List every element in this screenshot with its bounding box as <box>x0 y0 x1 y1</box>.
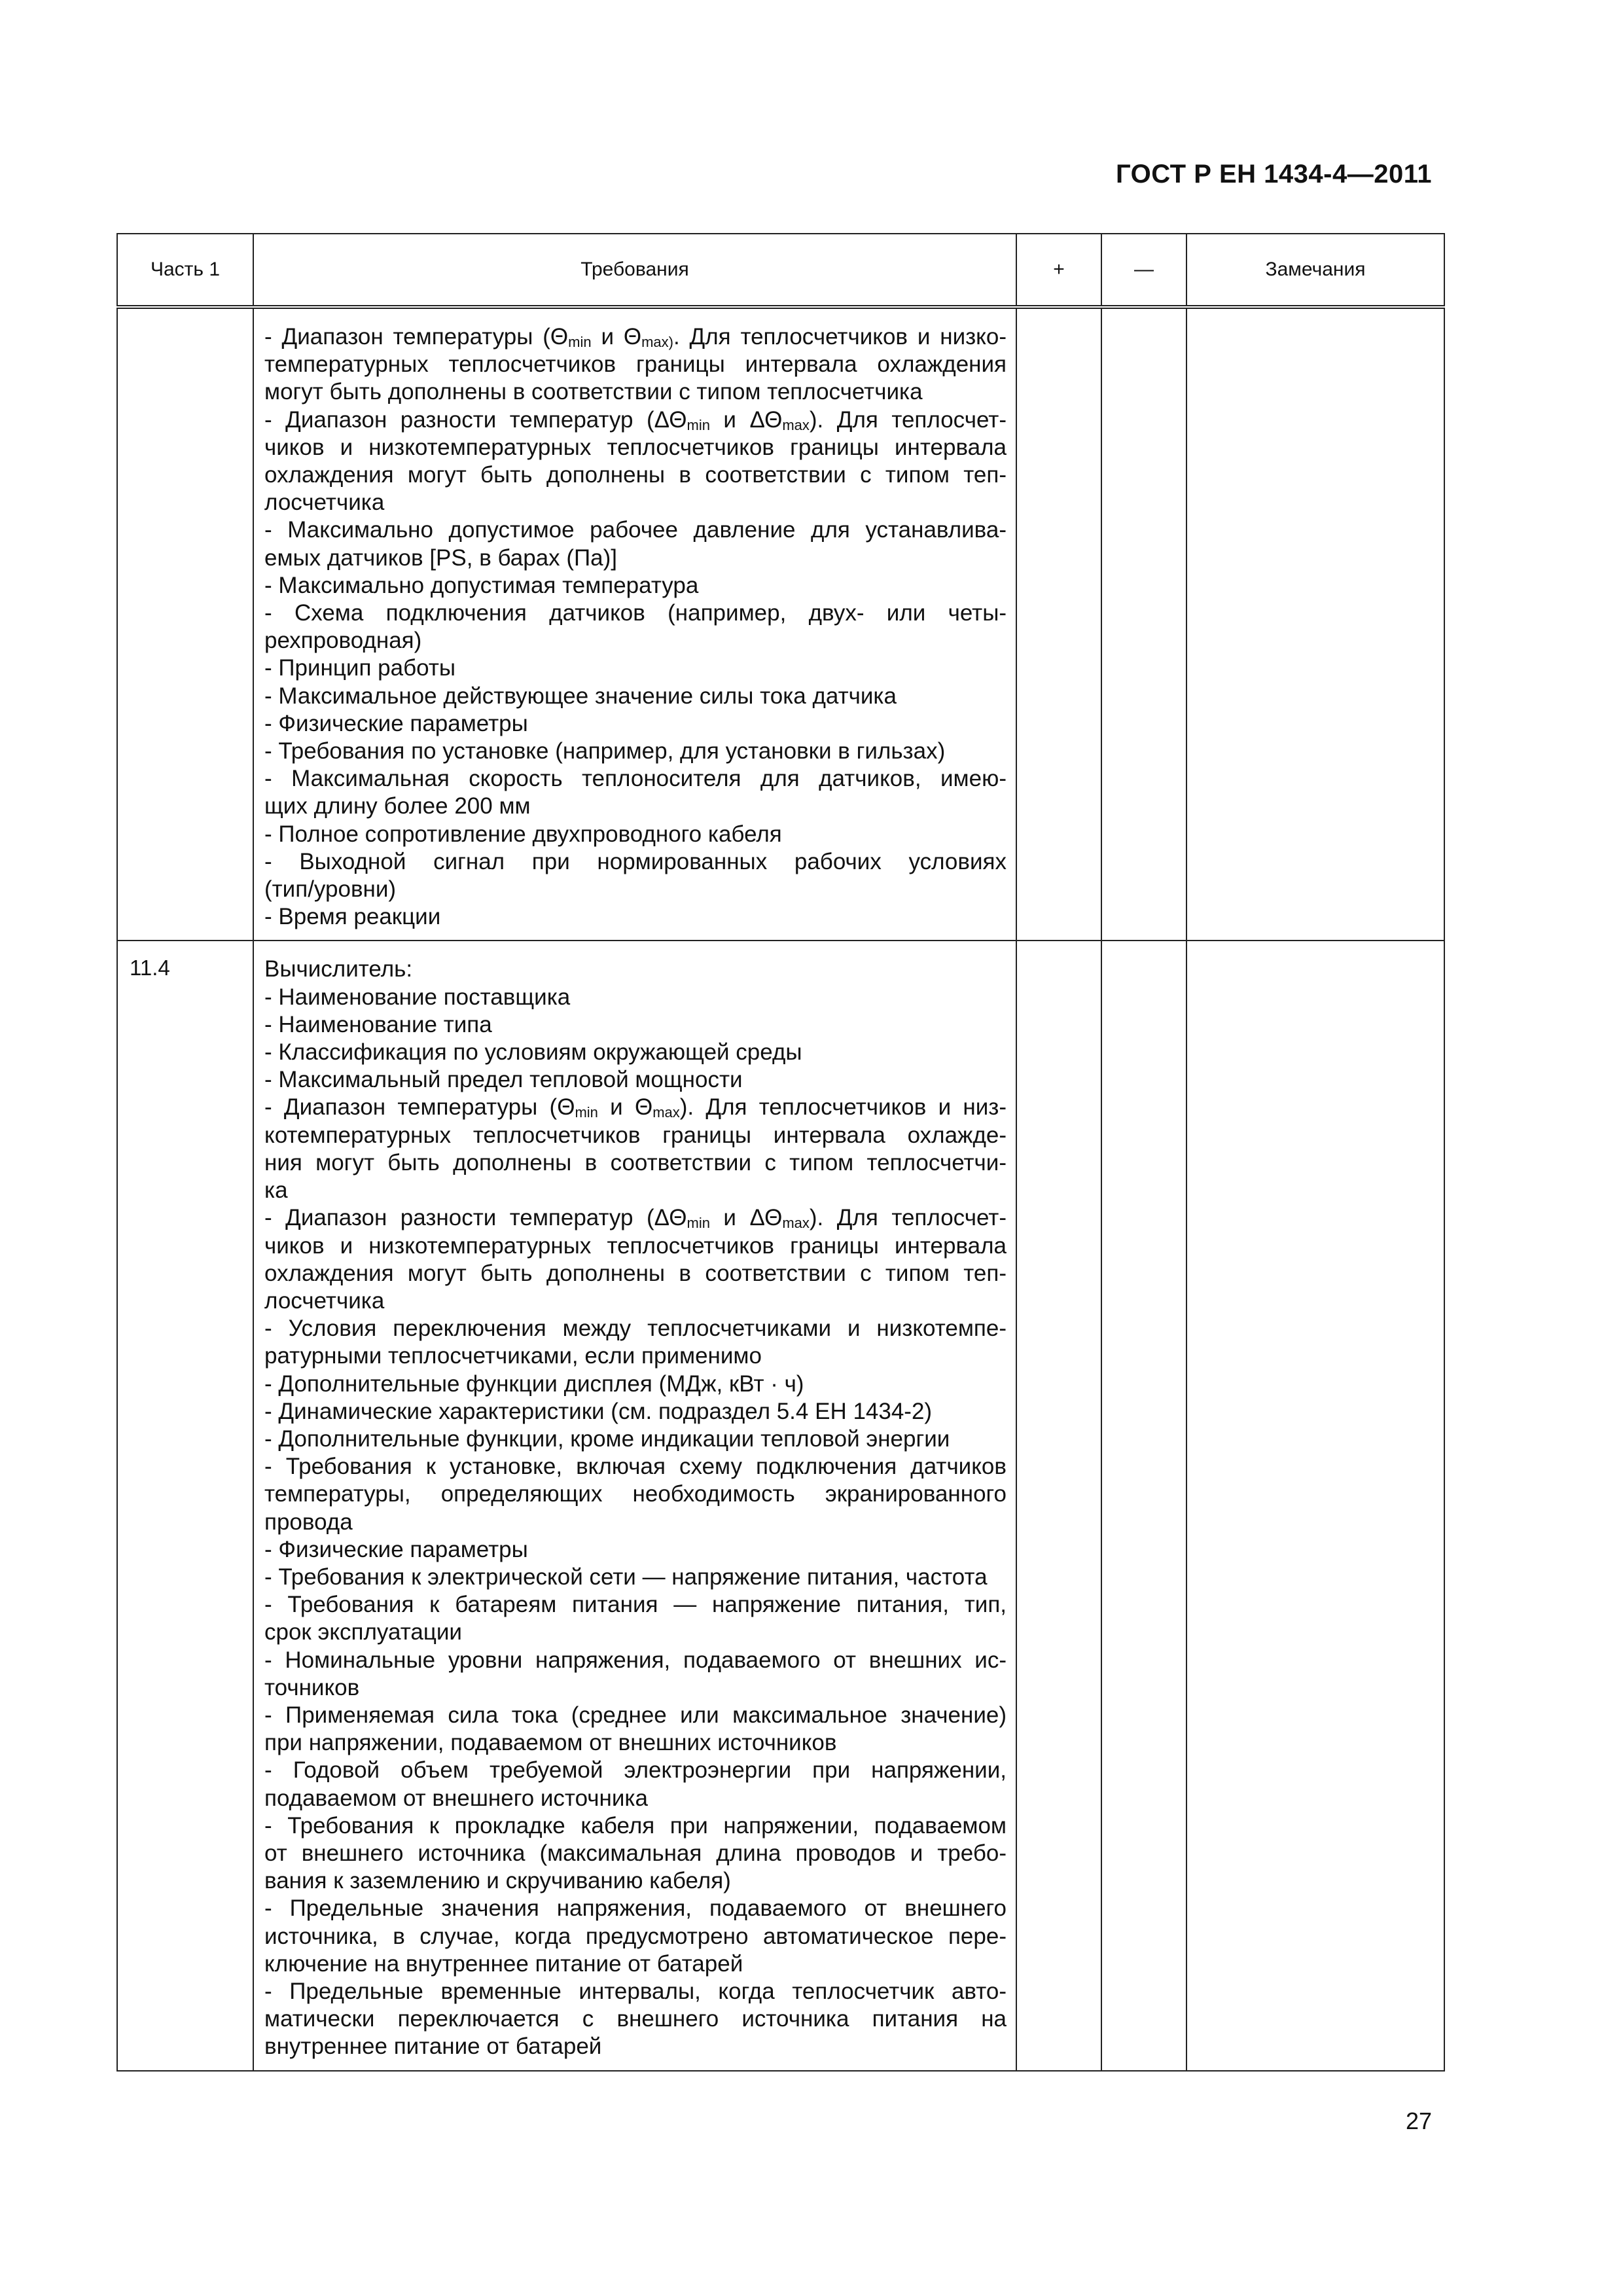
requirement-line: внутреннее питание от батарей <box>264 2034 602 2060</box>
requirement-line: температурных теплосчетчиков границы интервала охлаждения <box>264 351 1007 378</box>
requirement-line: - Условия переключения между теплосчетчиками и низкотемпе- <box>264 1316 1007 1342</box>
notes-cell <box>1186 941 1444 2070</box>
requirement-line: подаваемом от внешнего источника <box>264 1785 648 1811</box>
requirement-line: источника, в случае, когда предусмотрено автоматическое пере- <box>264 1923 1007 1949</box>
table-row <box>117 941 1444 2070</box>
requirement-line: ка <box>264 1177 288 1204</box>
requirements-table <box>116 233 1445 2072</box>
requirement-line: - Годовой объем требуемой электроэнергии при напряжении, <box>264 1757 1007 1784</box>
requirement-line: - Максимальная скорость теплоносителя для датчиков, имею- <box>264 766 1007 792</box>
requirement-line: - Дополнительные функции, кроме индикации тепловой энергии <box>264 1426 950 1452</box>
requirement-line: - Требования к электрической сети — напряжение питания, частота <box>264 1564 988 1590</box>
requirement-line: - Требования к установке, включая схему подключения датчиков <box>264 1454 1007 1480</box>
requirement-line: - Принцип работы <box>264 655 456 681</box>
requirement-line: лосчетчика <box>264 490 385 516</box>
requirement-line: - Максимальное действующее значение силы тока датчика <box>264 683 897 709</box>
requirement-line: - Схема подключения датчиков (например, двух- или четы- <box>264 600 1007 626</box>
part-cell: 11.4 <box>117 941 253 2070</box>
requirement-line: вания к заземлению и скручиванию кабеля) <box>264 1868 731 1894</box>
minus-cell <box>1101 941 1186 2070</box>
requirement-line: - Применяемая сила тока (среднее или максимальное значение) <box>264 1702 1007 1728</box>
requirement-line: - Наименование типа <box>264 1011 492 1037</box>
requirement-line: - Выходной сигнал при нормированных рабочих условиях <box>264 848 1007 874</box>
requirement-line: - Динамические характеристики (см. подраздел 5.4 ЕН 1434-2) <box>264 1398 933 1424</box>
requirement-line: - Диапазон температуры ($\Theta_{min}$ и $\Theta_{max)}$. Для теплосчетчиков и низко- <box>264 324 1007 350</box>
requirement-line: - Диапазон температуры ($\Theta_{min}$ и $\Theta_{max}$). Для теплосчетчиков и низ- <box>264 1094 1007 1121</box>
requirement-line: ния могут быть дополнены в соответствии с типом теплосчетчи- <box>264 1149 1007 1175</box>
requirement-line: ключение на внутреннее питание от батарей <box>264 1950 743 1977</box>
requirement-line: - Предельные значения напряжения, подаваемого от внешнего <box>264 1895 1007 1922</box>
requirement-line: - Требования по установке (например, для установки в гильзах) <box>264 738 946 764</box>
column-header-part: Часть 1 <box>117 234 253 307</box>
minus-cell <box>1101 307 1186 941</box>
column-header-minus: — <box>1101 234 1186 307</box>
requirement-line: - Физические параметры <box>264 1536 528 1562</box>
requirement-line: - Максимальный предел тепловой мощности <box>264 1067 743 1093</box>
requirement-line: - Требования к прокладке кабеля при напряжении, подаваемом <box>264 1812 1007 1839</box>
requirement-line: емых датчиков [PS, в барах (Па)] <box>264 545 618 571</box>
table-row <box>117 307 1444 941</box>
requirement-line: охлаждения могут быть дополнены в соответствии с типом теп- <box>264 462 1007 488</box>
table-body <box>117 307 1444 2071</box>
requirement-line: щих длину более 200 мм <box>264 793 531 819</box>
requirement-line: - Физические параметры <box>264 710 528 736</box>
column-header-plus: + <box>1016 234 1101 307</box>
requirement-line: чиков и низкотемпературных теплосчетчиков границы интервала <box>264 434 1007 460</box>
requirement-line: при напряжении, подаваемом от внешних источников <box>264 1730 837 1756</box>
requirement-line: - Максимально допустимая температура <box>264 572 699 598</box>
requirement-line: матически переключается с внешнего источника питания на <box>264 2006 1007 2032</box>
requirement-line: могут быть дополнены в соответствии с типом теплосчетчика <box>264 379 923 405</box>
requirement-line: - Полное сопротивление двухпроводного кабеля <box>264 821 782 847</box>
column-header-requirements: Требования <box>253 234 1016 307</box>
requirement-line: Вычислитель: <box>264 956 413 982</box>
requirement-line: от внешнего источника (максимальная длина проводов и требо- <box>264 1840 1007 1866</box>
requirement-line: лосчетчика <box>264 1287 385 1314</box>
requirement-line: срок эксплуатации <box>264 1619 462 1645</box>
requirement-line: (тип/уровни) <box>264 876 397 903</box>
document-code: ГОСТ Р ЕН 1434-4—2011 <box>1116 160 1432 188</box>
plus-cell <box>1016 941 1101 2070</box>
requirement-line: - Классификация по условиям окружающей среды <box>264 1039 802 1066</box>
requirements-cell <box>253 307 1016 941</box>
requirement-line: - Предельные временные интервалы, когда теплосчетчик авто- <box>264 1978 1007 2004</box>
column-header-notes: Замечания <box>1186 234 1444 307</box>
requirement-line: чиков и низкотемпературных теплосчетчиков границы интервала <box>264 1232 1007 1259</box>
requirement-line: котемпературных теплосчетчиков границы интервала охлажде- <box>264 1122 1007 1148</box>
requirement-line: температуры, определяющих необходимость экранированного <box>264 1481 1007 1507</box>
requirement-line: - Диапазон разности температур ($\Delta\Theta_{min}$ и $\Delta\Theta_{max}$). Для теплосчет- <box>264 406 1007 433</box>
requirement-line: - Наименование поставщика <box>264 984 571 1010</box>
requirement-line: провода <box>264 1509 353 1535</box>
requirement-line: - Номинальные уровни напряжения, подаваемого от внешних ис- <box>264 1647 1007 1673</box>
part-cell <box>117 307 253 941</box>
plus-cell <box>1016 307 1101 941</box>
notes-cell <box>1186 307 1444 941</box>
page-number: 27 <box>1405 2108 1432 2134</box>
requirement-line: ратурными теплосчетчиками, если применимо <box>264 1343 762 1369</box>
requirement-line: точников <box>264 1674 360 1700</box>
requirement-line: - Время реакции <box>264 904 441 930</box>
requirement-line: - Максимально допустимое рабочее давление для устанавлива- <box>264 517 1007 543</box>
requirement-line: охлаждения могут быть дополнены в соответствии с типом теп- <box>264 1260 1007 1286</box>
requirement-line: рехпроводная) <box>264 628 422 654</box>
requirement-line: - Диапазон разности температур ($\Delta\Theta_{min}$ и $\Delta\Theta_{max}$). Для теплосчет- <box>264 1205 1007 1232</box>
requirement-line: - Дополнительные функции дисплея (МДж, кВт · ч) <box>264 1371 804 1397</box>
table-header-row <box>117 234 1444 307</box>
requirement-line: - Требования к батареям питания — напряжение питания, тип, <box>264 1592 1007 1618</box>
requirements-cell <box>253 941 1016 2070</box>
